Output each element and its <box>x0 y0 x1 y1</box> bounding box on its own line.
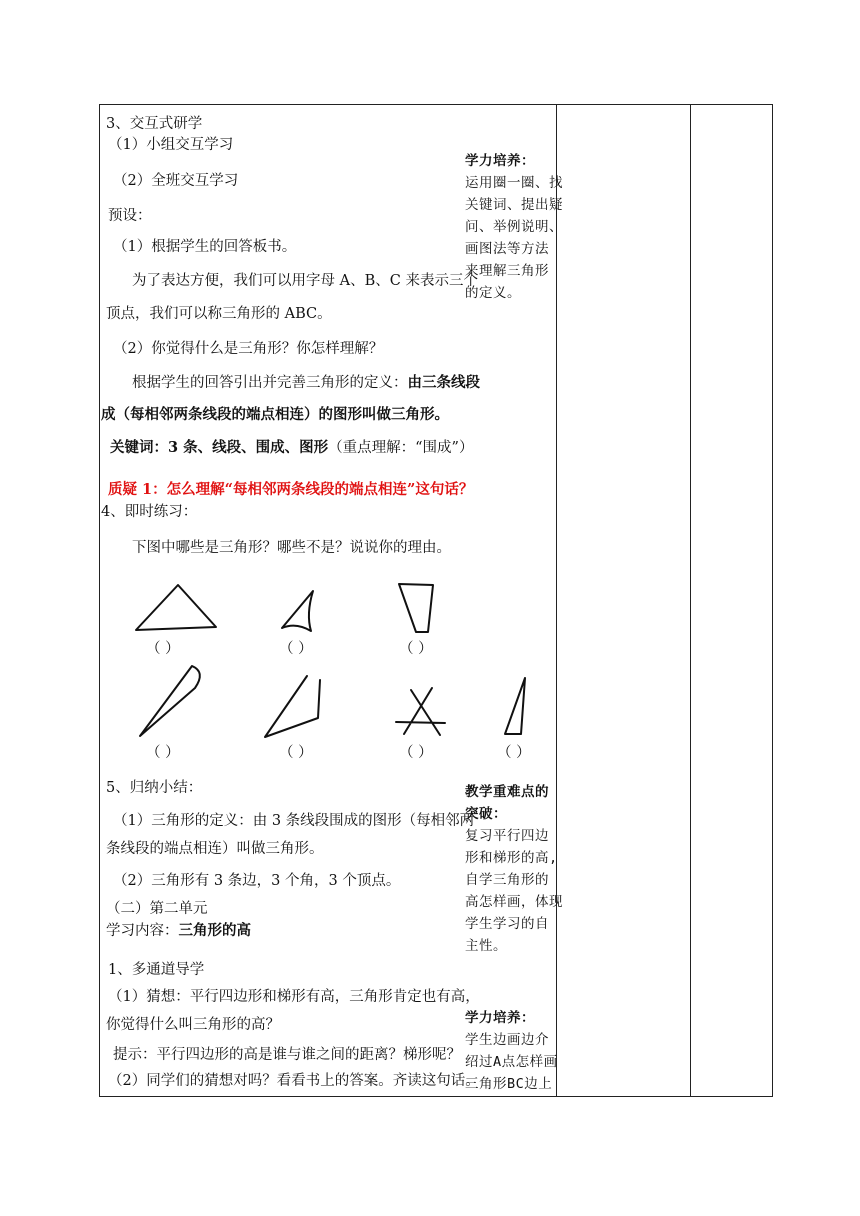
answer-paren: （ ） <box>146 641 180 657</box>
side-line: 学生学习的自 <box>465 916 549 932</box>
method-1-guess-cont: 你觉得什么叫三角形的高？ <box>106 1017 280 1033</box>
content-title: 三角形的高 <box>178 922 251 939</box>
summary-2: （2）三角形有 3 条边，3 个角，3 个顶点。 <box>113 873 401 889</box>
side-line: 高怎样画，体现 <box>465 894 563 910</box>
side-line: 运用圈一圈、找 <box>465 175 563 191</box>
section-3-title: 3、交互式研学 <box>106 116 203 132</box>
definition-bold: 由三条线段 <box>407 374 480 391</box>
side-heading: 学力培养： <box>465 153 535 169</box>
side-line: 的定义。 <box>465 285 521 301</box>
unit-2-title: （二）第二单元 <box>106 901 208 917</box>
side-line: 复习平行四边 <box>465 828 549 844</box>
section-5-title: 5、归纳小结： <box>106 780 203 796</box>
side-line: 绍过A点怎样画 <box>465 1054 558 1070</box>
side-note-key-points <box>465 781 583 957</box>
content-line <box>106 922 251 940</box>
preset-1: （1）根据学生的回答板书。 <box>113 239 297 255</box>
answer-paren: （ ） <box>279 745 313 761</box>
preset-2: （2）你觉得什么是三角形？你怎样理解？ <box>113 341 384 357</box>
side-line: 形和梯形的高, <box>465 850 558 866</box>
method-1-check: （2）同学们的猜想对吗？看看书上的答案。齐读这句话。 <box>108 1073 480 1089</box>
side-heading: 教学重难点的 <box>465 784 549 800</box>
figure-4-curved-shape <box>140 666 200 736</box>
side-line: 关键词、提出疑 <box>465 197 563 213</box>
answer-paren: （ ） <box>497 745 531 761</box>
figure-1-triangle <box>136 585 216 630</box>
keywords-label: 关键词： <box>110 439 168 456</box>
keywords-note: （重点理解：“围成”） <box>328 440 474 456</box>
section-4-question: 下图中哪些是三角形？哪些不是？说说你的理由。 <box>132 540 451 556</box>
side-note-literacy-1 <box>465 150 583 304</box>
method-1-guess: （1）猜想：平行四边形和梯形有高，三角形肯定也有高， <box>108 989 480 1005</box>
side-line: 学生边画边介 <box>465 1032 549 1048</box>
figure-7-thin-triangle <box>505 678 525 734</box>
method-1-title: 1、多通道导学 <box>108 962 205 978</box>
answer-paren: （ ） <box>399 641 433 657</box>
section-4-title: 4、即时练习： <box>101 504 198 520</box>
side-line: 三角形BC边上 <box>465 1076 553 1092</box>
side-line: 主性。 <box>465 938 507 954</box>
figure-6-crossed-lines <box>396 688 445 735</box>
answer-paren: （ ） <box>279 641 313 657</box>
side-line: 问、举例说明、 <box>465 219 563 235</box>
answer-paren: （ ） <box>399 745 433 761</box>
side-line: 画图法等方法 <box>465 241 549 257</box>
figure-3-trapezoid <box>399 584 433 632</box>
item-3-1: （1）小组交互学习 <box>108 137 234 153</box>
summary-1: （1）三角形的定义：由 3 条线段围成的图形（每相邻两 <box>113 813 475 829</box>
side-note-literacy-2 <box>465 1007 583 1095</box>
side-heading: 突破： <box>465 806 507 822</box>
definition-cont: 成（每相邻两条线段的端点相连）的图形叫做三角形。 <box>101 406 449 423</box>
side-line: 自学三角形的 <box>465 872 549 888</box>
preset-1-text: 为了表达方便，我们可以用字母 A、B、C 来表示三个 <box>132 273 478 289</box>
definition-lead: 根据学生的回答引出并完善三角形的定义： <box>132 375 408 391</box>
answer-paren: （ ） <box>146 745 180 761</box>
preset-label: 预设： <box>108 208 152 224</box>
keywords: 3 条、线段、围成、图形 <box>168 439 329 456</box>
item-3-2: （2）全班交互学习 <box>113 173 239 189</box>
side-heading: 学力培养： <box>465 1010 535 1026</box>
doubt-question: 质疑 1：怎么理解“每相邻两条线段的端点相连”这句话？ <box>108 481 474 498</box>
content-label: 学习内容： <box>106 923 179 939</box>
figure-2-curved-triangle <box>282 591 313 631</box>
preset-1-text-cont: 顶点，我们可以称三角形的 ABC。 <box>106 306 332 322</box>
method-1-hint: 提示：平行四边形的高是谁与谁之间的距离？梯形呢？ <box>113 1047 461 1063</box>
figure-5-open-shape <box>265 676 320 737</box>
summary-1-cont: 条线段的端点相连）叫做三角形。 <box>106 841 324 857</box>
side-line: 来理解三角形 <box>465 263 549 279</box>
